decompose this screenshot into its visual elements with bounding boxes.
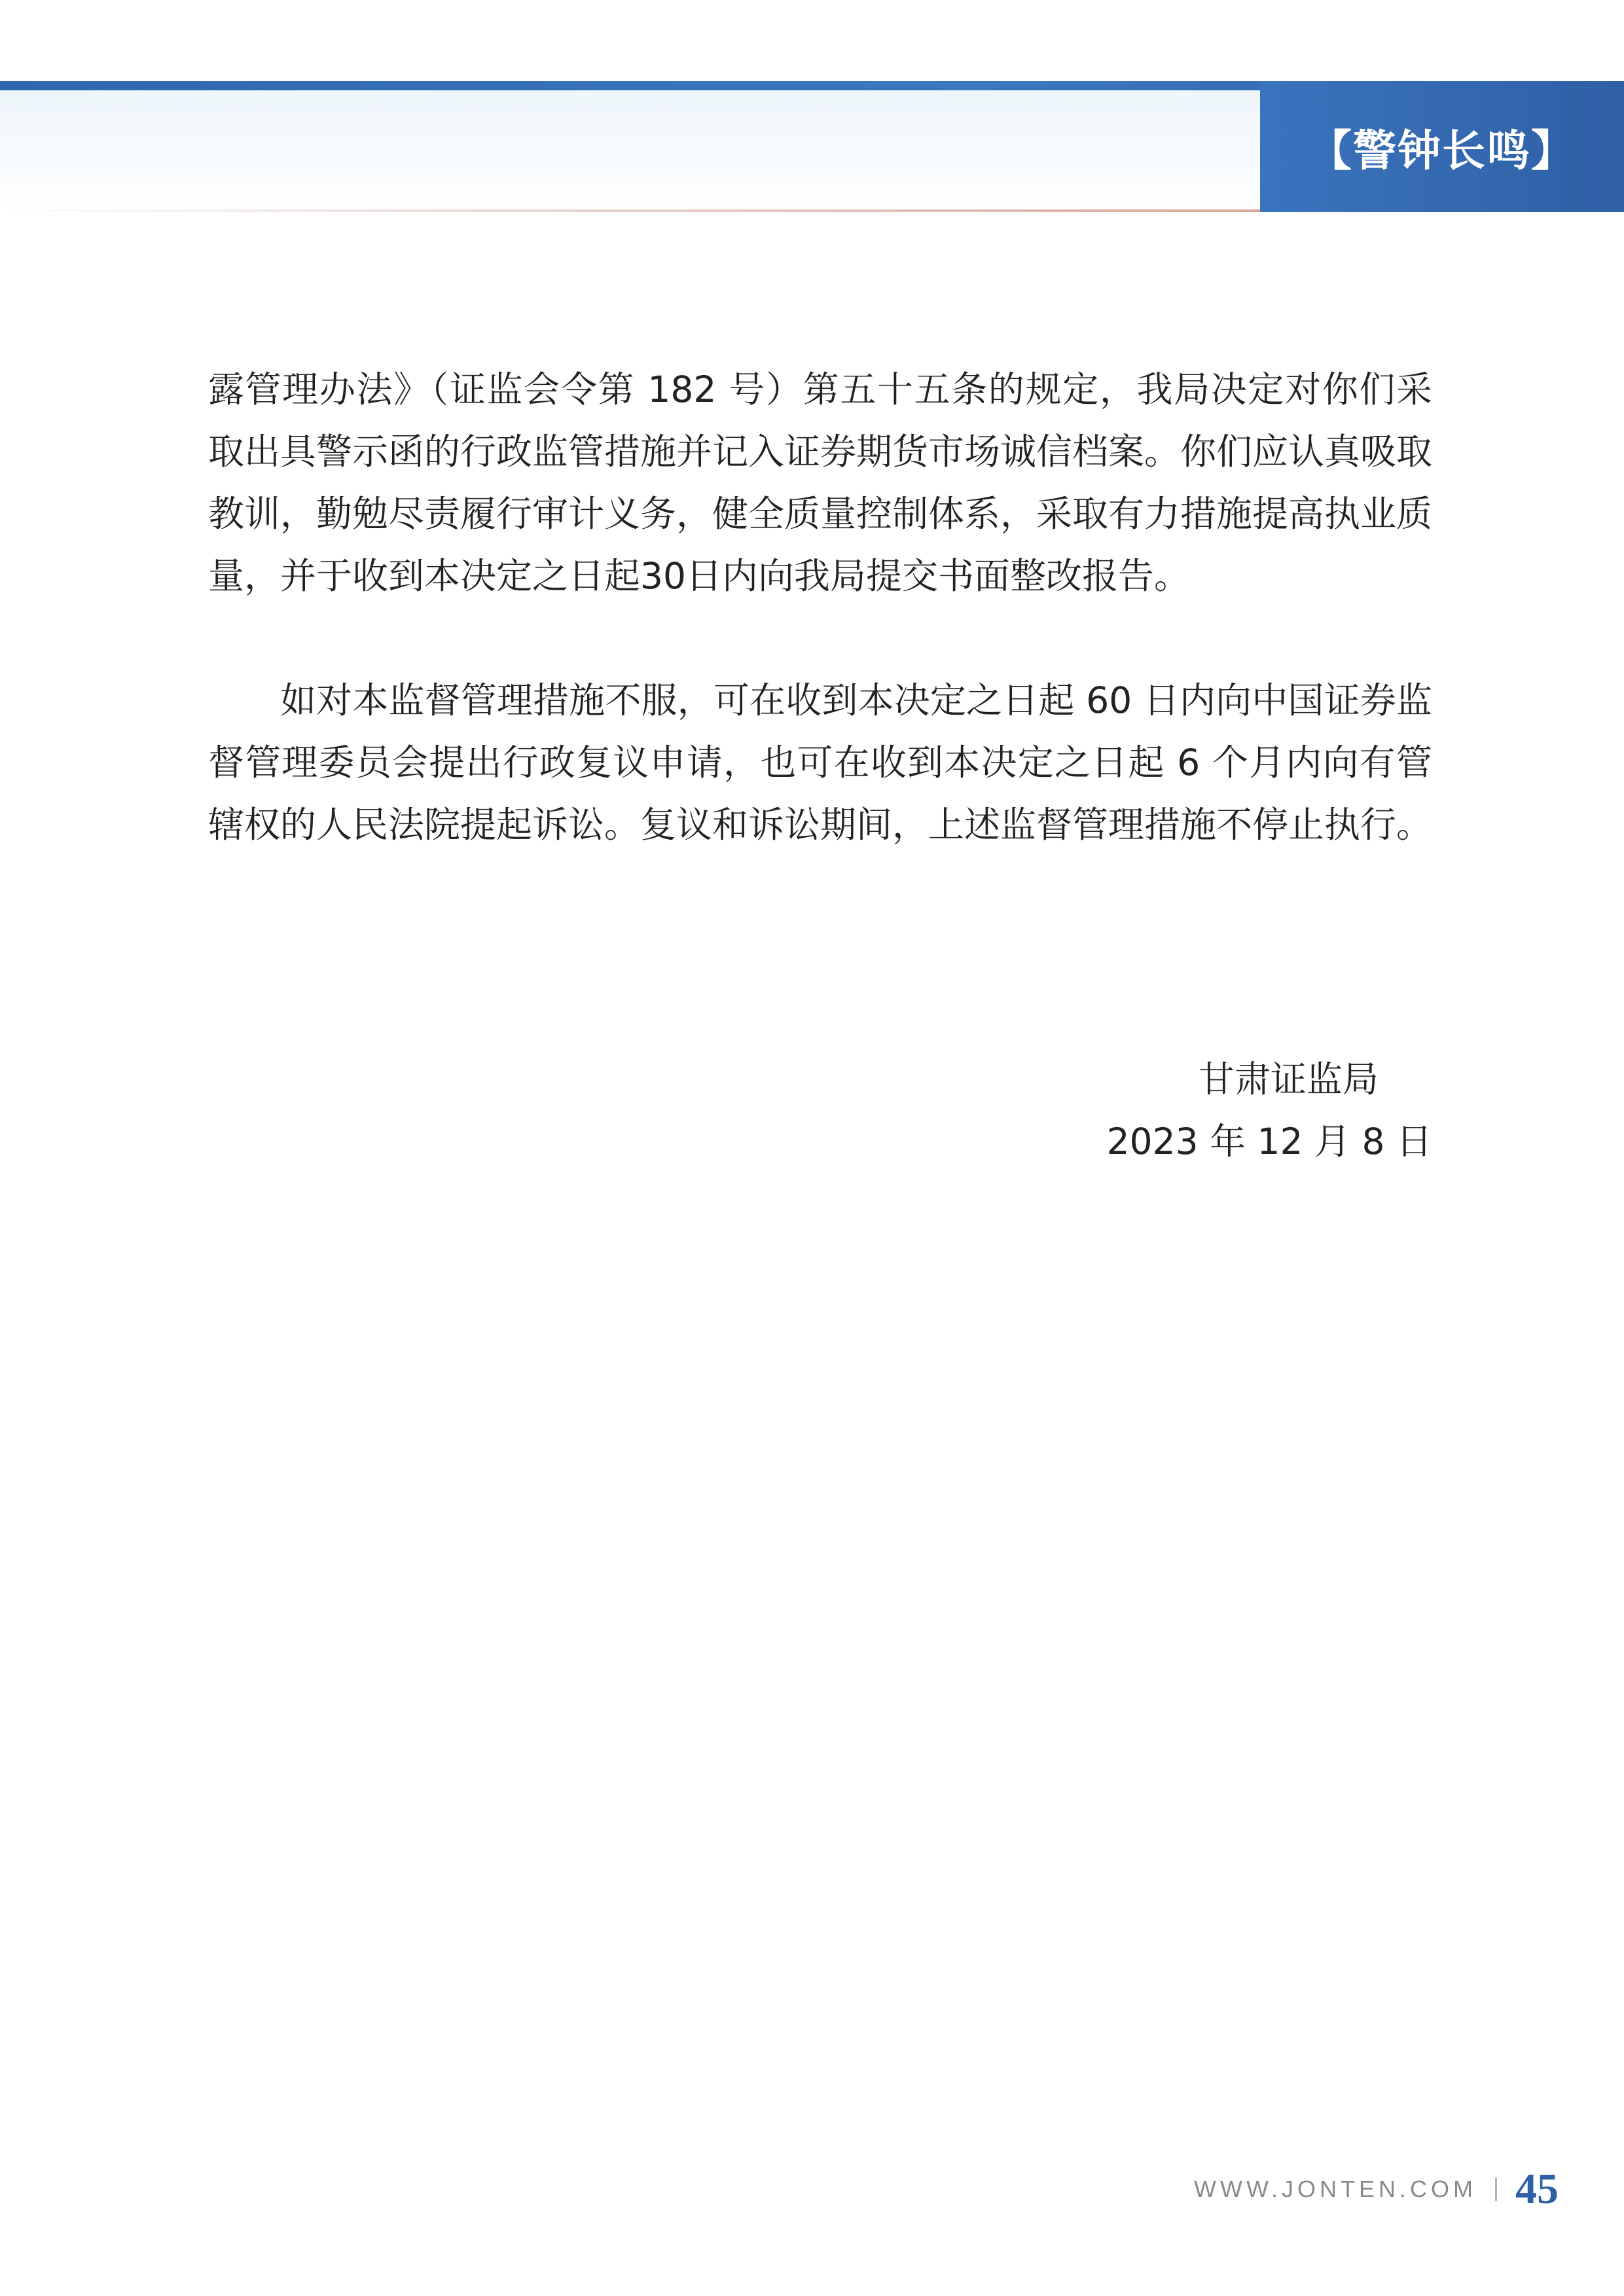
page-header [0,0,1624,216]
issuing-authority: 甘肃证监局 [1198,1058,1379,1100]
section-tag-label: 【警钟长鸣】 [1308,124,1576,176]
footer-separator [1495,2178,1497,2201]
body-paragraph-2: 如对本监督管理措施不服，可在收到本决定之日起 60 日内向中国证券监督管理委员会提出行政复议申请，也可在收到本决定之日起 6 个月内向有管辖权的人民法院提起诉讼。复议和诉讼期间，上述监督管理措施不停止执行。 [208,679,1433,846]
document-body [208,359,1432,856]
section-tag [1260,81,1624,212]
page-footer [1194,2163,1559,2215]
page-number: 45 [1515,2165,1559,2213]
signature-block [982,1049,1432,1173]
header-background [0,90,1260,208]
issue-date: 2023 年 12 月 8 日 [1106,1121,1432,1162]
header-underline [0,209,1260,212]
footer-website: WWW.JONTEN.COM [1194,2176,1477,2202]
body-paragraph-1: 露管理办法》（证监会令第 182 号）第五十五条的规定，我局决定对你们采取出具警示函的行政监管措施并记入证券期货市场诚信档案。你们应认真吸取教训，勤勉尽责履行审计义务，健全质量控制体系，采取有力措施提高执业质量，并于收到本决定之日起30日内向我局提交书面整改报告。 [208,368,1433,597]
